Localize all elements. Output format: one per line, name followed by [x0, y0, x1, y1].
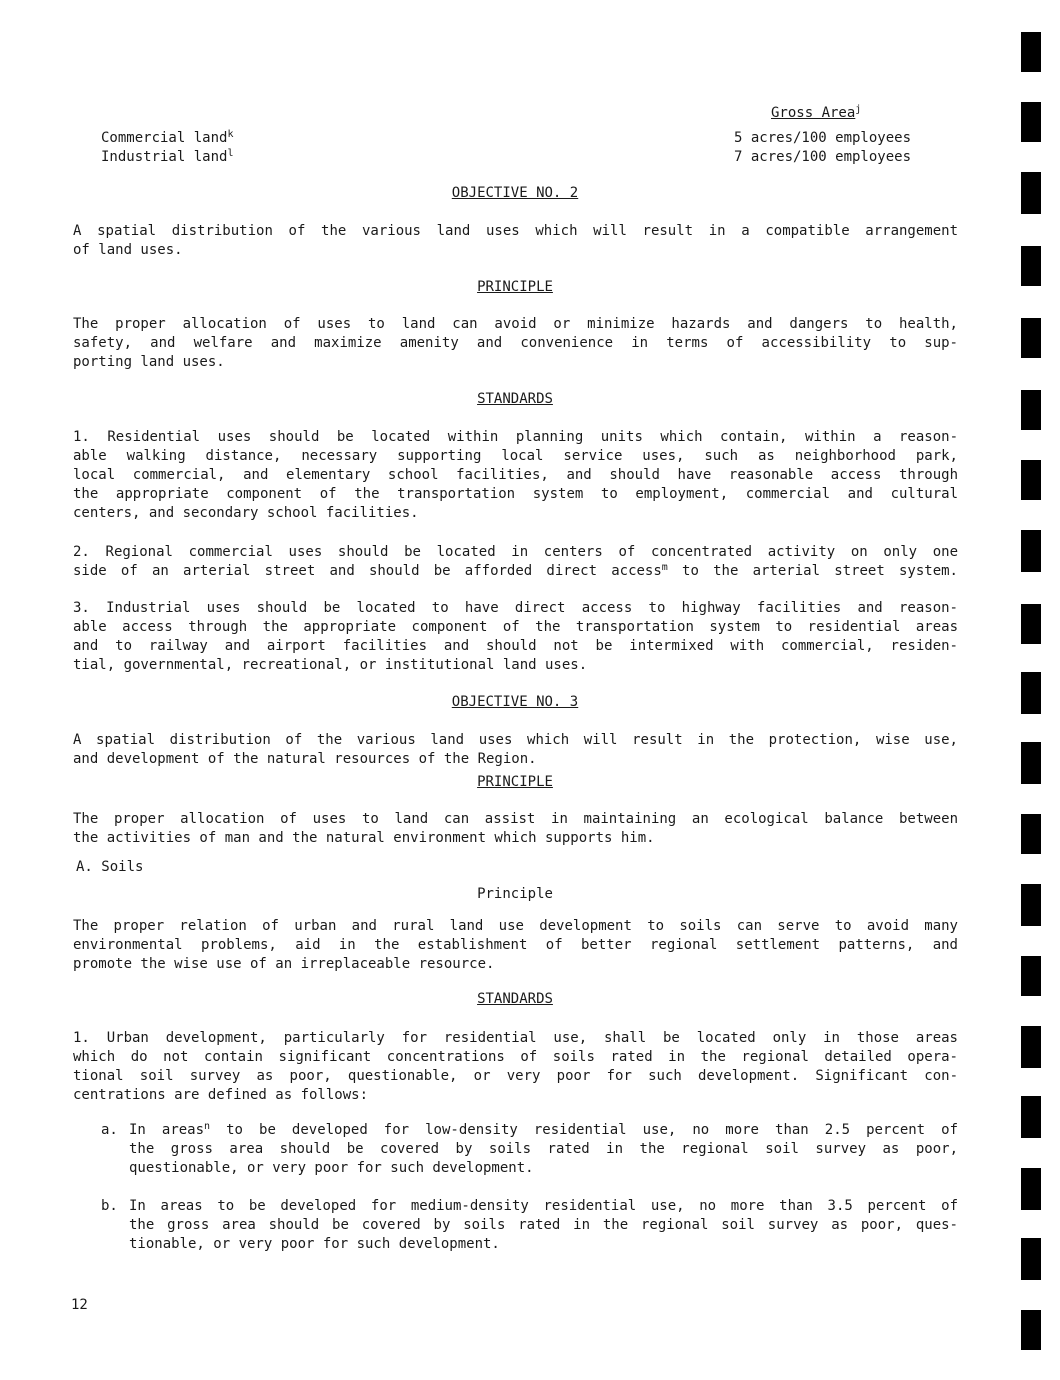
registration-mark: [1021, 32, 1041, 72]
standards-heading: STANDARDS: [477, 991, 553, 1007]
registration-mark: [1021, 172, 1041, 214]
list-item-a: In areas$^n$ to be developed for low-density residential use, no more than 2.5 percent of the gross area should be covered by soils rated in the regional soil survey as poor, questionable, or very poor for such development.: [129, 1121, 958, 1176]
registration-mark: [1021, 956, 1041, 996]
list-marker-b: b.: [101, 1198, 118, 1214]
principle-heading: PRINCIPLE: [477, 279, 553, 295]
registration-mark: [1021, 604, 1041, 644]
registration-mark: [1021, 102, 1041, 142]
principle-heading: PRINCIPLE: [477, 774, 553, 790]
registration-mark: [1021, 460, 1041, 500]
list-marker-a: a.: [101, 1122, 118, 1138]
principle-text: The proper allocation of uses to land can avoid or minimize hazards and dangers to health, safety, and welfare and maximize amenity and convenience in terms of accessibility to sup- porting land uses.: [73, 316, 958, 370]
soils-label: A. Soils: [76, 859, 144, 875]
soils-principle-text: The proper relation of urban and rural land use development to soils can serve to avoid many environmental problems, aid in the establishment of better regional settlement patterns, and promote the wise use of an irreplaceable resource.: [73, 918, 958, 972]
table-row-label: Commercial land$^k$: [101, 129, 234, 146]
registration-mark: [1021, 1168, 1041, 1210]
objective-3-text: A spatial distribution of the various land uses which will result in the protection, wise use, and development of the natural resources of the Region.: [73, 732, 958, 767]
table-row-value: 7 acres/100 employees: [734, 149, 912, 165]
registration-mark: [1021, 672, 1041, 714]
registration-mark: [1021, 246, 1041, 286]
registration-mark: [1021, 390, 1041, 430]
registration-mark: [1021, 742, 1041, 784]
registration-mark: [1021, 1310, 1041, 1350]
table-row-value: 5 acres/100 employees: [734, 130, 912, 146]
standards-heading: STANDARDS: [477, 391, 553, 407]
registration-mark: [1021, 884, 1041, 926]
soils-standard-1: 1. Urban development, particularly for residential use, shall be located only in those areas which do not contain significant concentrations of soils rated in the regional detailed opera- tional soil survey as poor, questionable, or very poor for such development. Significant con- centrations are defined as follows:: [73, 1030, 958, 1103]
objective-3-heading: OBJECTIVE NO. 3: [451, 694, 579, 710]
standard-2: 2. Regional commercial uses should be located in centers of concentrated activity on only one side of an arterial street and should be afforded direct access$^m$ to the arterial street system.: [73, 544, 958, 579]
registration-mark: [1021, 1238, 1041, 1280]
registration-mark: [1021, 318, 1041, 358]
standard-3: 3. Industrial uses should be located to have direct access to highway facilities and reason- able access through the appropriate component of the transportation system to residential areas and to railway and airport facilities and should not be intermixed with commercial, residen- tial, governmental, recreational, or institutional land uses.: [73, 600, 958, 673]
objective-2-text: A spatial distribution of the various land uses which will result in a compatible arrangement of land uses.: [73, 223, 958, 258]
gross-area-header: Gross Area$^j$: [771, 104, 862, 121]
registration-mark: [1021, 814, 1041, 854]
registration-mark: [1021, 1026, 1041, 1068]
table-row-label: Industrial land$^l$: [101, 148, 234, 165]
registration-mark: [1021, 530, 1041, 572]
list-item-b: In areas to be developed for medium-density residential use, no more than 3.5 percent of the gross area should be covered by soils rated in the regional soil survey as poor, ques- tionable, or very poor for such development.: [129, 1198, 958, 1252]
registration-mark: [1021, 1096, 1041, 1138]
page-number: 12: [71, 1297, 88, 1313]
soils-principle-heading: Principle: [477, 886, 553, 902]
standard-1: 1. Residential uses should be located within planning units which contain, within a reason- able walking distance, necessary supporting local service uses, such as neighborhood park, local commercial, and elementary school facilities, and should have reasonable access through the appropriate component of the transportation system to employment, commercial and cultural centers, and secondary school facilities.: [73, 429, 958, 521]
principle-text: The proper allocation of uses to land can assist in maintaining an ecological balance between the activities of man and the natural environment which supports him.: [73, 811, 958, 846]
objective-2-heading: OBJECTIVE NO. 2: [451, 185, 579, 201]
